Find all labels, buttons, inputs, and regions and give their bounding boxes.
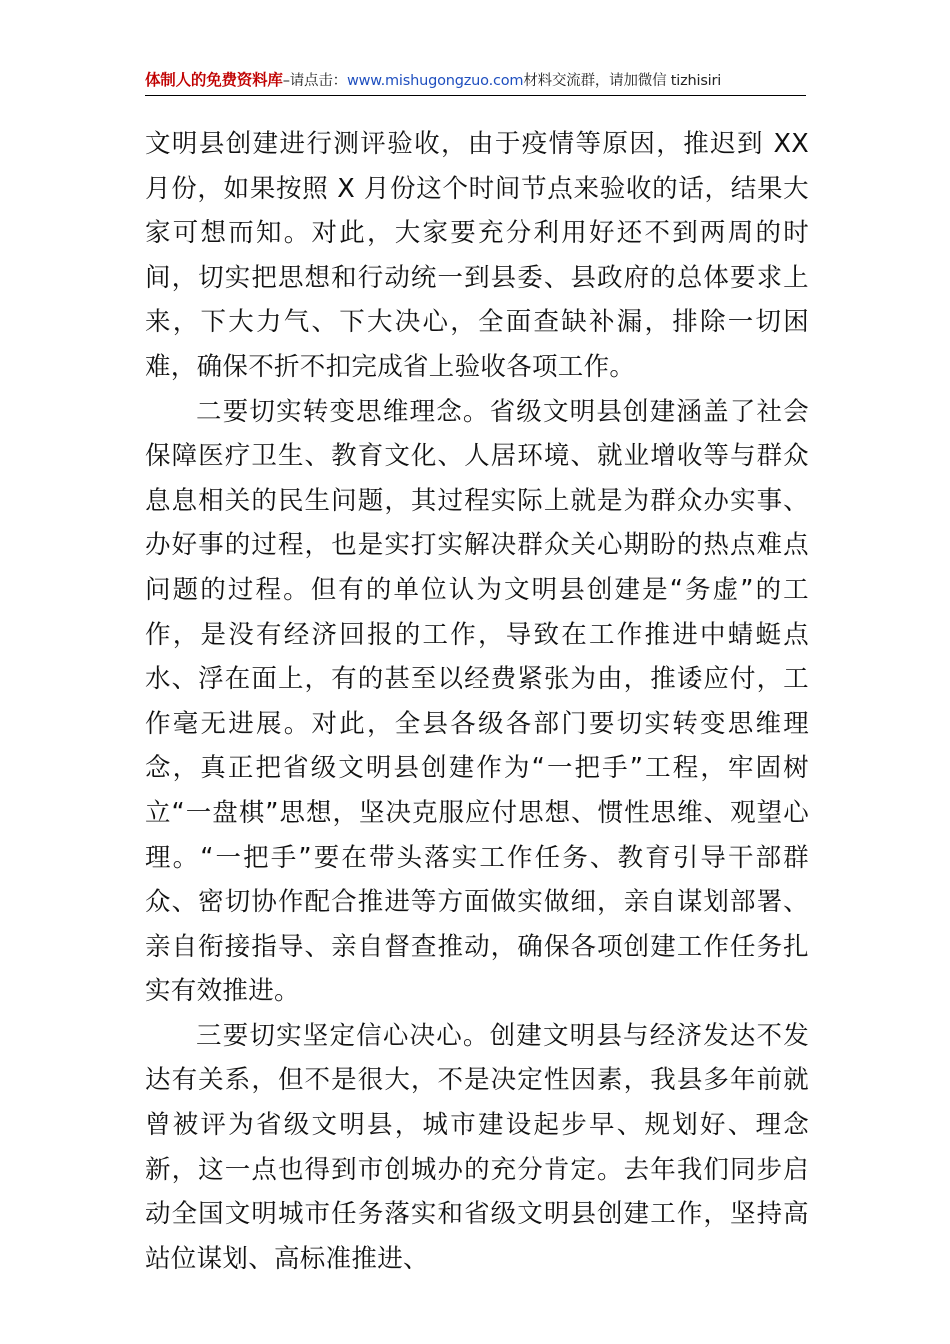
website-link[interactable]: www.mishugongzuo.com [346,73,524,89]
paragraph-third-requirement: 三要切实坚定信心决心。创建文明县与经济发达不发达有关系，但不是很大，不是决定性因素，我县多年前就曾被评为省级文明县，城市建设起步早、规划好、理念新，这一点也得到市创城办的充分肯定。去年我们同步启动全国文明城市任务落实和省级文明县创建工作，坚持高站位谋划、高标准推进、 [145,1020,809,1274]
library-name-link[interactable]: 体制人的免费资料库 [145,71,283,89]
paragraph-continuation: 文明县创建进行测评验收，由于疫情等原因，推迟到 XX 月份，如果按照 X 月份这个时间节点来验收的话，结果大家可想而知。对此，大家要充分利用好还不到两周的时间，切实把思想和行动统一到县委、县政府的总体要求上来，下大力气、下大决心，全面查缺补漏，排除一切困难，确保不折不扣完成省上验收各项工作。 [145,129,809,382]
page-header [145,68,806,96]
click-prompt: –请点击： [282,73,347,89]
paragraph-second-requirement: 二要切实转变思维理念。省级文明县创建涵盖了社会保障医疗卫生、教育文化、人居环境、就业增收等与群众息息相关的民生问题，其过程实际上就是为群众办实事、办好事的过程，也是实打实解决群众关心期盼的热点难点问题的过程。但有的单位认为文明县创建是“务虚”的工作，是没有经济回报的工作，导致在工作推进中蜻蜓点水、浮在面上，有的甚至以经费紧张为由，推诿应付，工作毫无进展。对此，全县各级各部门要切实转变思维理念，真正把省级文明县创建作为“一把手”工程，牢固树立“一盘棋”思想，坚决克服应付思想、惯性思维、观望心理。“一把手”要在带头落实工作任务、教育引导干部群众、密切协作配合推进等方面做实做细，亲自谋划部署、亲自衔接指导、亲自督查推动，确保各项创建工作任务扎实有效推进。 [145,396,809,1007]
document-body [145,122,809,1281]
group-note: 材料交流群，请加微信 tizhisiri [523,73,722,89]
